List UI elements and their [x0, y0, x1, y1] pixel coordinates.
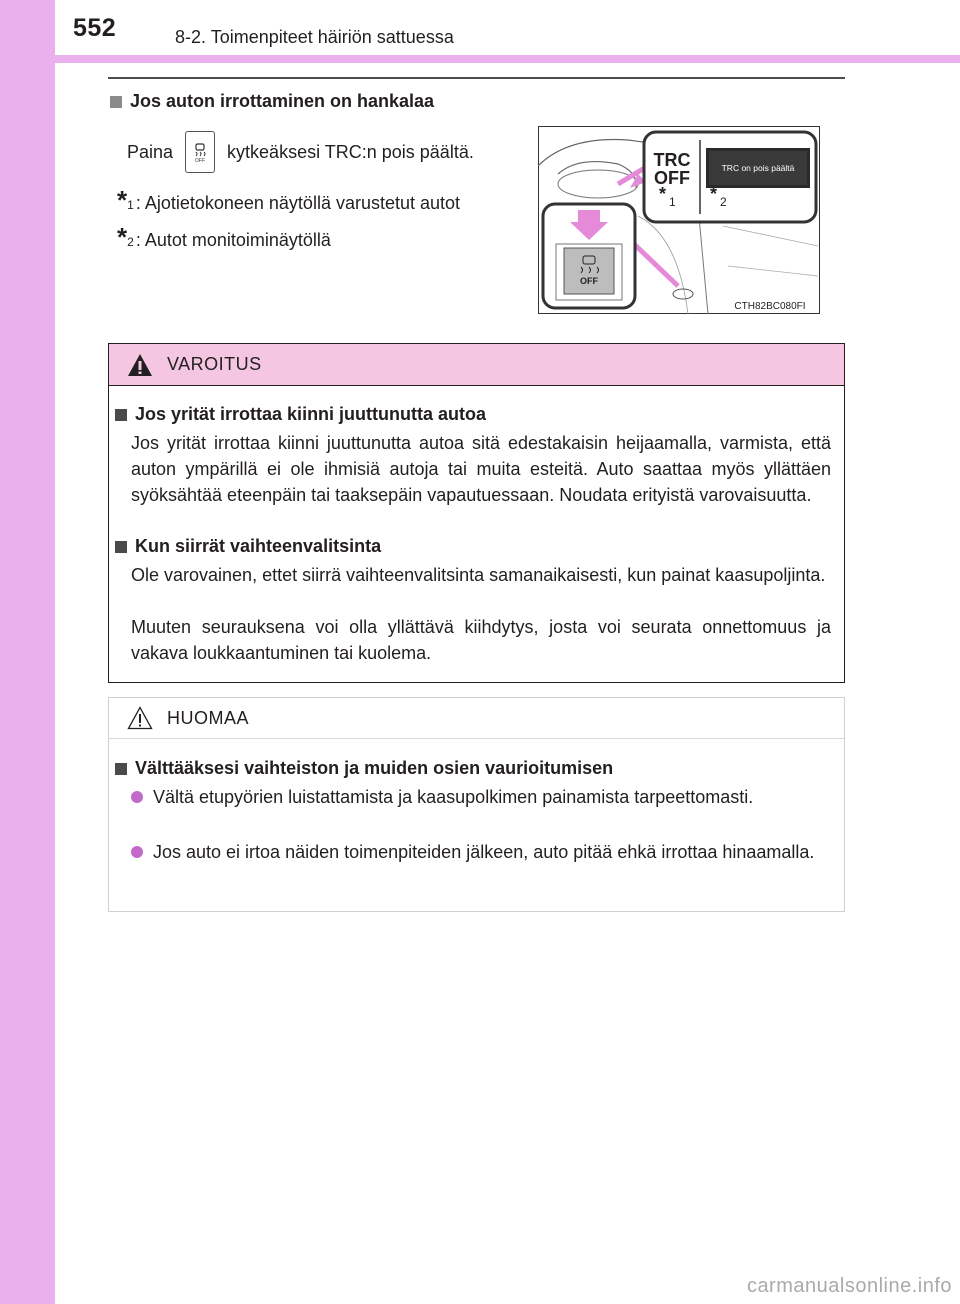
switch-icon-label: OFF: [195, 158, 206, 163]
warning-triangle-icon: [127, 353, 153, 377]
round-bullet-icon: [131, 846, 143, 858]
section-heading: [110, 91, 434, 112]
side-strip: [0, 0, 55, 1304]
notice-box: [108, 697, 845, 912]
warning-item-2-text-1: Ole varovainen, ettet siirrä vaihteenvalitsinta samanaikaisesti, kun painat kaasupoljinta.: [131, 565, 826, 585]
notice-bullet-1: [131, 784, 837, 810]
chapter-title: 8-2. Toimenpiteet häiriön sattuessa: [175, 27, 454, 47]
footnote-2: [117, 224, 331, 251]
square-bullet-icon: [110, 96, 122, 108]
note1-number: 1: [669, 195, 676, 209]
notice-bullet-1-text: Vältä etupyörien luistattamista ja kaasupolkimen painamista tarpeettomasti.: [153, 787, 754, 807]
note2-number: 2: [720, 195, 727, 209]
off-text: OFF: [654, 168, 690, 188]
page-number: 552: [73, 14, 117, 42]
footnote-number: 1: [127, 198, 134, 212]
notice-bullet-2-text: Jos auto ei irtoa näiden toimenpiteiden jälkeen, auto pitää ehkä irrottaa hinaamalla.: [153, 842, 815, 862]
watermark: carmanualsonline.info: [746, 1275, 952, 1297]
illustration-code: CTH82BC080FI: [734, 301, 806, 312]
warning-item-2-heading: [115, 536, 381, 557]
instruction-after: kytkeäksesi TRC:n pois päältä.: [227, 141, 474, 162]
notice-header: [109, 698, 844, 739]
instruction: [127, 131, 474, 173]
header-bar: [55, 55, 960, 63]
notice-title: HUOMAA: [167, 707, 250, 728]
warning-item-1-heading: [115, 404, 486, 425]
warning-box: [108, 343, 845, 683]
warning-header: [109, 344, 844, 386]
notice-triangle-icon: [127, 706, 153, 730]
footnote-star: *: [117, 222, 128, 252]
warning-item-2-text-2: Muuten seurauksena voi olla yllättävä kiihdytys, josta voi seurata onnettomuus ja vakava loukkaantuminen tai kuolema.: [131, 617, 831, 663]
footnote-number: 2: [127, 235, 134, 249]
footnote-text: : Autot monitoiminäytöllä: [135, 230, 331, 250]
footnote-text: : Ajotietokoneen näytöllä varustetut autot: [135, 193, 461, 213]
section-rule: [108, 77, 845, 79]
display-message: TRC on pois päältä: [721, 163, 795, 173]
notice-heading-text: Välttääksesi vaihteiston ja muiden osien vaurioitumisen: [135, 758, 614, 778]
trc-text: TRC: [653, 150, 691, 170]
trc-switch-icon: [185, 131, 215, 173]
button-off-label: OFF: [580, 276, 598, 286]
square-bullet-icon: [115, 409, 127, 421]
trc-illustration: [538, 126, 820, 314]
warning-item-2-heading-text: Kun siirrät vaihteenvalitsinta: [135, 536, 382, 556]
footnote-1: [117, 187, 460, 214]
square-bullet-icon: [115, 763, 127, 775]
notice-bullet-2: [131, 839, 837, 865]
notice-heading: [115, 758, 613, 779]
footnote-star: *: [117, 185, 128, 215]
instruction-before: Paina: [127, 141, 174, 162]
warning-title: VAROITUS: [167, 354, 262, 374]
warning-item-1-heading-text: Jos yrität irrottaa kiinni juuttunutta autoa: [135, 404, 487, 424]
warning-item-1-text: Jos yrität irrottaa kiinni juuttunutta autoa sitä edestakaisin heijaamalla, varmista, että auton ympärillä ei ole ihmisiä autoja tai muita esteitä. Auto saattaa myös yllättäen syöksähtää eteenpäin tai taaksepäin vapautuessaan. Noudata erityistä varovaisuutta.: [131, 433, 831, 505]
square-bullet-icon: [115, 541, 127, 553]
section-heading-text: Jos auton irrottaminen on hankalaa: [130, 91, 435, 111]
round-bullet-icon: [131, 791, 143, 803]
note1-star: *: [659, 184, 667, 204]
note2-star: *: [710, 184, 718, 204]
